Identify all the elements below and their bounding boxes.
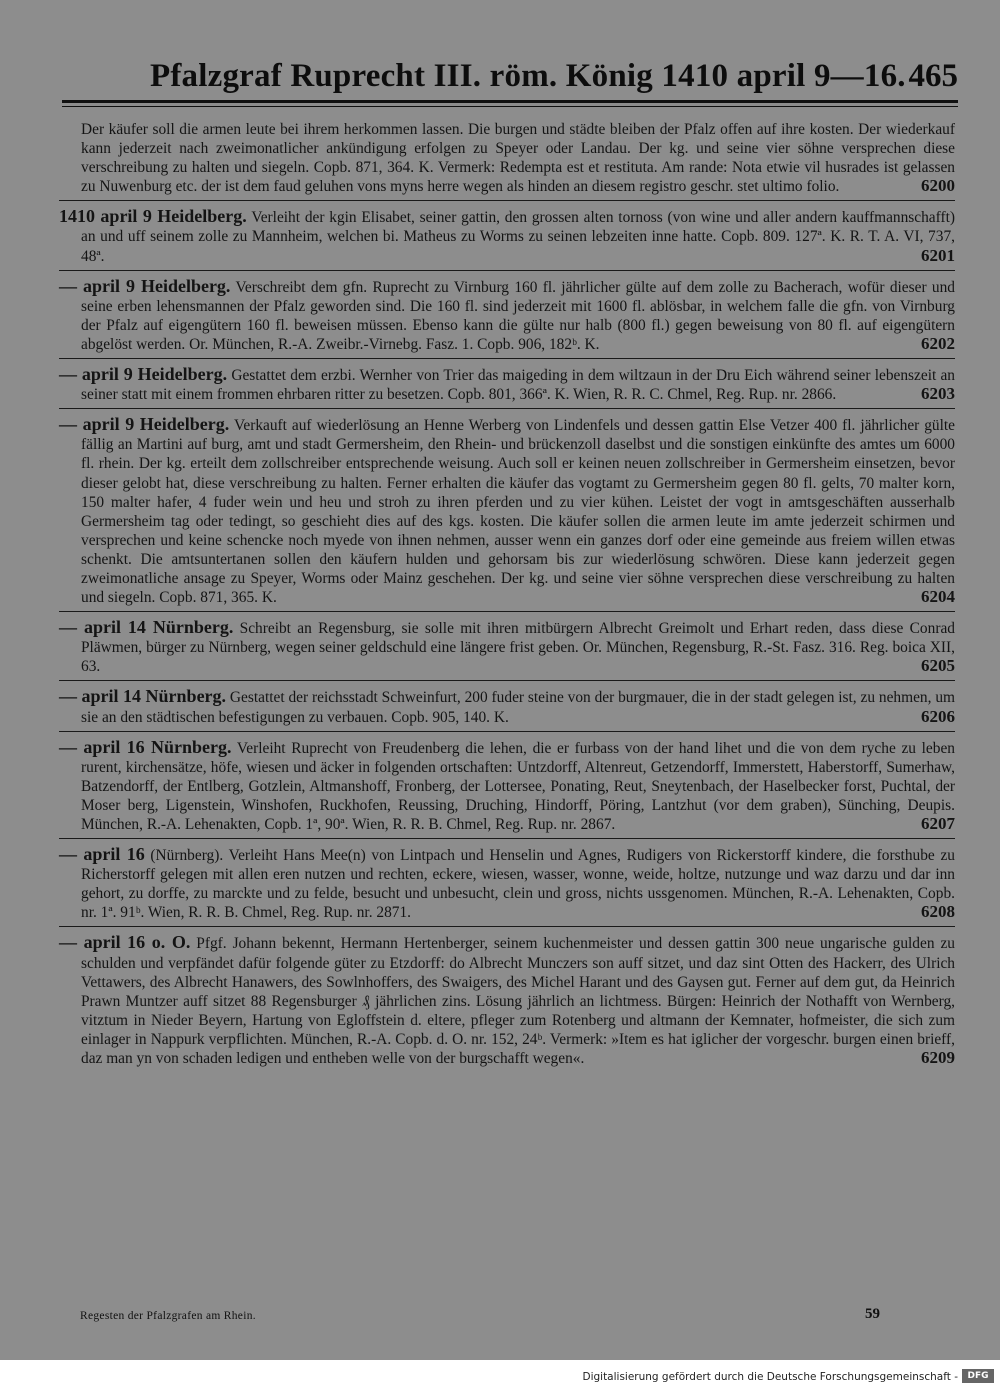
regest-text: Der käufer soll die armen leute bei ihrem herkommen lassen. Die burgen und städte bleiben der Pfalz offen auf ihre kosten. Der wiederkauf kann jederzeit nach zweimonatlicher ankündigung erfolgen zu Speyer oder Landau. Der kg. und seine vier söhne versprechen diese verschreibung zu halten und siegeln. Copb. 871, 364. K. Vermerk: Redempta est et restituta. Am rande: Nota etwie vil husrades ist gelassen zu Nuwenburg etc. der ist dem faud geluhen vons myns herre wegen als hinden an diesem registro geschr. stet ultimo folio. (81, 121, 955, 196)
page-number: 465 (908, 58, 958, 94)
regest-number: 6209 (921, 1048, 955, 1068)
regest-entry (59, 365, 955, 403)
regest-body (59, 414, 955, 607)
funding-bar (0, 1360, 1000, 1389)
entry-separator (59, 731, 955, 732)
regest-entry (59, 687, 955, 725)
regest-date: — april 14 Nürnberg. (59, 617, 234, 638)
regest-date: — april 16 o. O. (59, 932, 191, 953)
series-title: Regesten der Pfalzgrafen am Rhein. (80, 1310, 256, 1322)
regest-entry (59, 845, 955, 921)
regest-entry (59, 618, 955, 675)
regest-number: 6201 (921, 245, 955, 265)
regest-date: — april 9 Heidelberg. (59, 364, 228, 385)
regest-number: 6203 (921, 384, 955, 404)
regest-number: 6204 (921, 587, 955, 607)
entry-separator (59, 408, 955, 409)
regest-text: Pfgf. Johann bekennt, Hermann Hertenberger, seinem kuchenmeister und dessen gattin 300 neue ungarische gulden zu schulden und verpfändet dafür folgende güter zu Etzdorff: do Albrecht Munczers son auff sitzet, und daz sint Otten des Hackerr, des Ulrich Vettawers, des Albrecht Hanawers, des Sowlnhoffers, des Swaigers, des Michel Harant und des Gaysen gut. Ferner auf dem gut, da Heinrich Prawn Muntzer auff sitzet 88 Regensburger ₰ jährlichen zins. Lösung jährlich an lichtmess. Bürgen: Heinrich der Nothafft von Wernberg, vitztum in Nieder Beyern, Hartung von Egloffstein d. eltere, pfleger zum Rotenberg und altmann der Kemnater, hofmeister, die sich zum einlager in Nappurk verpflichten. München, R.-A. Copb. d. O. nr. 152, 24ᵇ. Vermerk: »Item es hat iglicher der vorgeschr. burgen einen brieff, daz man yn von schaden ledigen und entheben welle von der burgschafft wegen«. (81, 935, 955, 1068)
regest-text: Verleiht Ruprecht von Freudenberg die lehen, die er furbass von der hand lihet und die von dem ryche zu leben rurent, kirchensätze, höfe, wiesen und äcker in folgenden ortschaften: Untzdorff, Altenreut, Getzendorff, Immerstett, Haberstorff, Sumerhaw, Batzendorff, der Entlberg, Gotzlein, Altmanshoff, Fronberg, der Lottersee, Ponating, Reut, Sneytenbach, der Haselbecker forst, Puchtal, der Moser berg, Ligenstein, Winshofen, Ruckhofen, Reussing, Druching, Hindorff, Pöring, Lantzhut (vor dem graben), Sünching, Deupis. München, R.-A. Lehenakten, Copb. 1ª, 90ª. Wien, R. R. B. Chmel, Reg. Rup. nr. 2867. (81, 739, 955, 833)
regest-number: 6208 (921, 902, 955, 922)
regest-number: 6202 (921, 334, 955, 354)
entry-separator (59, 680, 955, 681)
sheet-number: 59 (865, 1306, 880, 1322)
dfg-logo: DFG (962, 1369, 994, 1383)
regest-entry (59, 415, 955, 606)
regest-number: 6205 (921, 656, 955, 676)
header-rule-thin (62, 106, 958, 107)
regest-text: Verleiht Hans Mee(n) von Lintpach und Henselin und Agnes, Rudigers von Rickerstorff kindere, die forsthube zu Richerstorff gelegen mit allen eren nutzen und rechten, eckere, wiesen, wasser, wonne, weide, holtze, nutzunge und waz darzu und dar inn gehort, zu dorffe, zu marckte und zu felde, besucht und unbesucht, clein und gross, nichts ussgenomen. München, R.-A. Lehenakten, Copb. nr. 1ª. 91ᵇ. Wien, R. R. B. Chmel, Reg. Rup. nr. 2871. (81, 847, 955, 922)
funding-note: Digitalisierung gefördert durch die Deutsche Forschungsgemeinschaft - (582, 1371, 958, 1383)
regest-entry (81, 120, 955, 195)
regest-text: Verschreibt dem gfn. Ruprecht zu Virnburg 160 fl. jährlicher gülte auf dem zolle zu Bacherach, wofür dieser und seine erben lehensmannen der Pfalz geworden sind. Die 160 fl. sind jederzeit mit 1600 fl. ablösbar, in welchem falle die gfn. von Virnburg der Pfalz auf eigengütern 160 fl. beweisen müssen. Ebenso kann die gülte nur halb (800 fl.) gegen beweisung von 80 fl. auf eigengütern abgelöst werden. Or. München, R.-A. Zweibr.-Virnebg. Fasz. 1. Copb. 906, 182ᵇ. K. (81, 278, 955, 353)
regesta-list (59, 120, 956, 1068)
regest-date: — april 9 Heidelberg. (59, 275, 231, 296)
regest-date: — april 16 Nürnberg. (59, 736, 232, 757)
regest-text: Gestattet der reichsstadt Schweinfurt, 200 fuder steine von der burgmauer, die in der stadt gelegen ist, zu nehmen, um sie an den städtischen befestigungen zu verbauen. Copb. 905, 140. K. (81, 689, 955, 726)
regest-number: 6207 (921, 814, 955, 834)
regest-place: (Nürnberg). (150, 847, 224, 865)
entry-separator (59, 611, 955, 612)
regest-date: 1410 april 9 Heidelberg. (59, 206, 247, 227)
regest-text: Schreibt an Regensburg, sie solle mit ihren mitbürgern Albrecht Greimolt und Erhart reden, dass diese Conrad Pläwmen, bürger zu Nürnberg, wegen seiner geldschuld eine längere frist geben. Or. München, Regensburg, R.-St. Fasz. 316. Reg. boica XII, 63. (81, 620, 955, 676)
entry-separator (59, 838, 955, 839)
regest-entry (59, 207, 955, 264)
page-header (64, 58, 958, 94)
regest-entry (59, 933, 955, 1067)
regest-date: — april 14 Nürnberg. (59, 686, 227, 707)
running-title: Pfalzgraf Ruprecht III. röm. König 1410 april 9—16. (150, 58, 906, 94)
regest-text: Verleiht der kgin Elisabet, seiner gattin, den grossen alten tornoss (von wine und aller andern kauffmannschafft) an und uff seinem zolle zu Mannheim, welchen bi. Matheus zu Worms zu seinen lebzeiten inne hatte. Copb. 809. 127ª. K. R. T. A. VI, 737, 48ª. (81, 209, 956, 265)
entry-separator (59, 270, 955, 271)
regest-entry (59, 738, 955, 833)
header-rule-thick (62, 100, 958, 103)
regest-number: 6200 (921, 176, 955, 196)
entry-separator (59, 926, 955, 927)
regest-date: — april 9 Heidelberg. (59, 414, 230, 435)
regest-date: — april 16 (59, 844, 145, 865)
regest-text: Verkauft auf wiederlösung an Henne Werberg von Lindenfels und dessen gattin Else Vetzer 400 fl. jährlicher gülte fällig an Martini auf burg, amt und stadt Germersheim, den Rhein- und brückenzoll daselbst und die sonstigen einkünfte des amtes um 6000 fl. rhein. Der kg. erteilt dem zollschreiber entsprechende weisung. Auch soll er keinen neuen zollschreiber in Germersheim einsetzen, bevor dieser gelobt hat, diese verschreibung zu halten. Ferner erhalten die käufer das vogtamt zu Germersheim gegen 80 fl. gelts, 70 malter korn, 150 malter hafer, 4 fuder wein und heu und stroh zu ihren pferden und zu vier kühen. Leistet der vogt in amtsgeschäften ausserhalb Germersheim tag oder tedingt, so geschieht dies auf des kgs. kosten. Die käufer sollen die armen leute im amte jederzeit schirmen und versprechen und keine schencke noch myede von ihnen nehmen, ausser wenn ein ganzes dorf oder eine gemeinde aus freiem willen etwas schenkt. Die amtsuntertanen sollen den käufern hulden und gehorsam bis zur wiederlösung schwören. Diese kann jederzeit gegen zweimonatliche ansage zu Speyer, Worms oder Mainz geschehen. Der kg. und seine vier söhne versprechen diese verschreibung zu halten und siegeln. Copb. 871, 365. K. (81, 417, 955, 607)
regest-text: Gestattet dem erzbi. Wernher von Trier das maigeding in dem wiltzaun in der Dru Eich während seiner lebenszeit an seiner statt mit einem frommen ehrbaren ritter zu besetzen. Copb. 801, 366ª. K. Wien, R. R. C. Chmel, Reg. Rup. nr. 2866. (81, 367, 955, 404)
regest-body (59, 364, 955, 404)
regest-number: 6206 (921, 706, 955, 726)
regest-body (81, 120, 955, 196)
entry-separator (59, 358, 955, 359)
entry-separator (59, 200, 955, 201)
regest-body (59, 932, 955, 1068)
regest-entry (59, 277, 955, 353)
